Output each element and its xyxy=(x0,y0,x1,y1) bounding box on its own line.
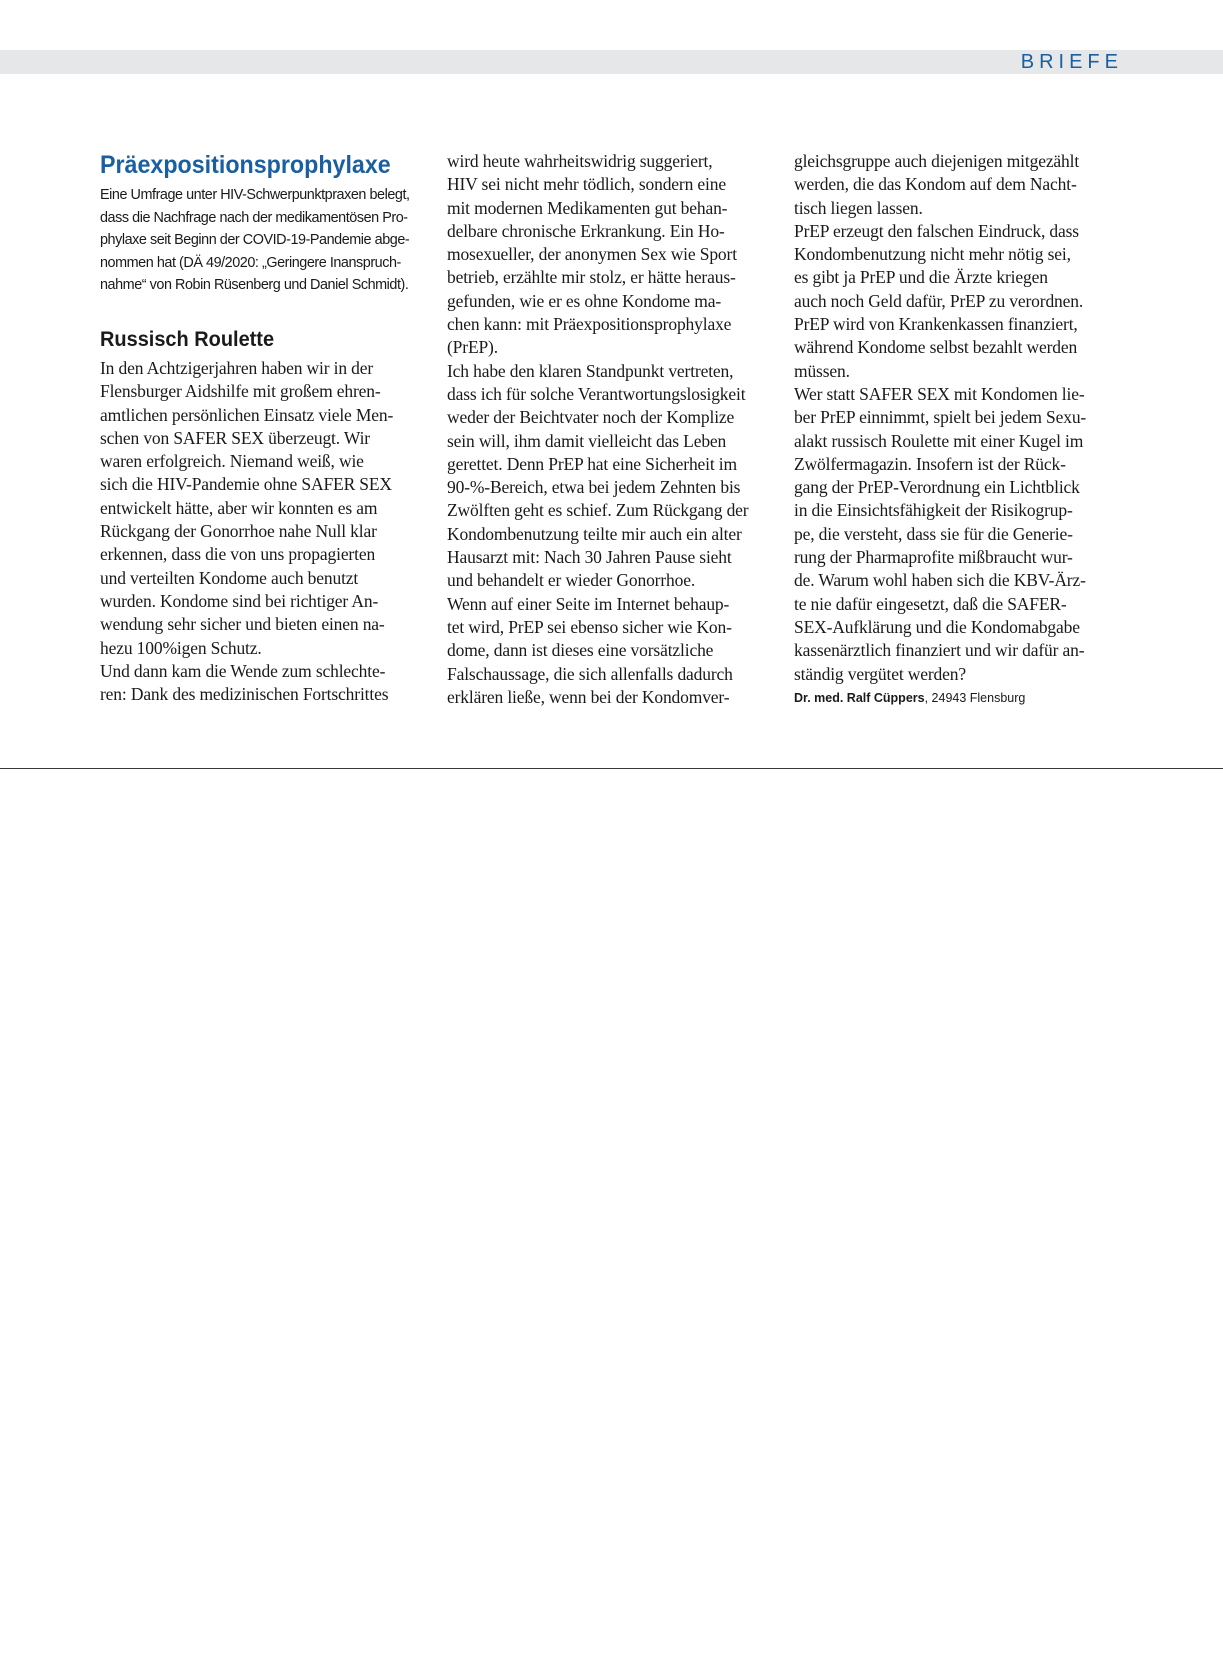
text-line: chen kann: mit Präexpositionsprophylaxe xyxy=(447,314,732,335)
text-line: es gibt ja PrEP und die Ärzte kriegen xyxy=(794,267,1048,288)
text-line: Flensburger Aidshilfe mit großem ehren- xyxy=(100,381,381,402)
text-line: tisch liegen lassen. xyxy=(794,197,923,218)
text-line: dass die Nachfrage nach der medikamentösen Pro- xyxy=(100,209,408,226)
bottom-divider xyxy=(0,768,1223,769)
text-line: entwickelt hätte, aber wir konnten es am xyxy=(100,497,378,518)
letter-body-column-3 xyxy=(794,150,1124,686)
text-line: wendung sehr sicher und bieten einen na- xyxy=(100,614,385,635)
text-line: nahme“ von Robin Rüsenberg und Daniel Schmidt). xyxy=(100,277,409,294)
text-line: HIV sei nicht mehr tödlich, sondern eine xyxy=(447,174,726,195)
text-line: Rückgang der Gonorrhoe nahe Null klar xyxy=(100,521,377,542)
text-line: werden, die das Kondom auf dem Nacht- xyxy=(794,174,1077,195)
text-line: während Kondome selbst bezahlt werden xyxy=(794,337,1078,358)
text-line: weder der Beichtvater noch der Komplize xyxy=(447,407,735,428)
letter-signature xyxy=(794,688,1124,708)
text-line: te nie dafür eingesetzt, daß die SAFER- xyxy=(794,593,1067,614)
text-line: ren: Dank des medizinischen Fortschrittes xyxy=(100,684,389,705)
text-line: mosexueller, der anonymen Sex wie Sport xyxy=(447,244,737,265)
text-line: erklären ließe, wenn bei der Kondomver- xyxy=(447,686,730,707)
text-line: müssen. xyxy=(794,360,850,381)
text-line: Kondombenutzung teilte mir auch ein alter xyxy=(447,523,742,544)
text-line: Wenn auf einer Seite im Internet behaup- xyxy=(447,593,730,614)
text-line: Hausarzt mit: Nach 30 Jahren Pause sieht xyxy=(447,547,732,568)
text-line: Ich habe den klaren Standpunkt vertreten, xyxy=(447,360,734,381)
text-line: dome, dann ist dieses eine vorsätzliche xyxy=(447,640,714,661)
text-line: kassenärztlich finanziert und wir dafür an- xyxy=(794,640,1085,661)
text-line: wurden. Kondome sind bei richtiger An- xyxy=(100,590,379,611)
text-line: (PrEP). xyxy=(447,337,498,358)
text-line: betrieb, erzählte mir stolz, er hätte heraus- xyxy=(447,267,736,288)
text-line: phylaxe seit Beginn der COVID-19-Pandemie abge- xyxy=(100,232,410,249)
text-line: Und dann kam die Wende zum schlechte- xyxy=(100,660,386,681)
text-line: rung der Pharmaprofite mißbraucht wur- xyxy=(794,547,1073,568)
text-line: und behandelt er wieder Gonorrhoe. xyxy=(447,570,696,591)
text-line: gefunden, wie er es ohne Kondome ma- xyxy=(447,290,722,311)
text-line: Kondombenutzung nicht mehr nötig sei, xyxy=(794,244,1071,265)
text-line: Eine Umfrage unter HIV-Schwerpunktpraxen belegt, xyxy=(100,187,410,203)
text-line: gang der PrEP-Verordnung ein Lichtblick xyxy=(794,477,1080,498)
text-line: Zwölfermagazin. Insofern ist der Rück- xyxy=(794,453,1066,474)
column-2 xyxy=(447,150,777,709)
text-line: sich die HIV-Pandemie ohne SAFER SEX xyxy=(100,474,392,495)
text-line: gerettet. Denn PrEP hat eine Sicherheit im xyxy=(447,453,737,474)
text-line: alakt russisch Roulette mit einer Kugel im xyxy=(794,430,1084,451)
column-3 xyxy=(794,150,1124,708)
text-line: delbare chronische Erkrankung. Ein Ho- xyxy=(447,220,725,241)
text-line: sein will, ihm damit vielleicht das Leben xyxy=(447,430,727,451)
text-line: wird heute wahrheitswidrig suggeriert, xyxy=(447,151,713,171)
text-line: gleichsgruppe auch diejenigen mitgezählt xyxy=(794,151,1080,171)
text-line: 90-%-Bereich, etwa bei jedem Zehnten bis xyxy=(447,477,741,498)
text-line: ständig vergütet werden? xyxy=(794,663,966,684)
text-line: pe, die versteht, dass sie für die Generie- xyxy=(794,523,1073,544)
text-line: In den Achtzigerjahren haben wir in der xyxy=(100,357,374,378)
text-line: SEX-Aufklärung und die Kondomabgabe xyxy=(794,616,1080,637)
text-line: Zwölften geht es schief. Zum Rückgang der xyxy=(447,500,749,521)
section-label: BRIEFE xyxy=(1020,51,1123,73)
text-line: waren erfolgreich. Niemand weiß, wie xyxy=(100,451,364,472)
letter-body-column-2 xyxy=(447,150,777,709)
author-location: , 24943 Flensburg xyxy=(924,690,1026,705)
text-line: mit modernen Medikamenten gut behan- xyxy=(447,197,728,218)
text-line: in die Einsichtsfähigkeit der Risikogrup- xyxy=(794,500,1073,521)
text-line: Falschaussage, die sich allenfalls dadurch xyxy=(447,663,733,684)
text-line: Wer statt SAFER SEX mit Kondomen lie- xyxy=(794,383,1085,404)
text-line: nommen hat (DÄ 49/2020: „Geringere Inanspruch- xyxy=(100,254,401,271)
text-line: hezu 100%igen Schutz. xyxy=(100,637,262,658)
text-line: PrEP erzeugt den falschen Eindruck, dass xyxy=(794,220,1079,241)
text-line: de. Warum wohl haben sich die KBV-Ärz- xyxy=(794,570,1086,591)
article-intro xyxy=(100,184,430,297)
column-1 xyxy=(100,150,430,706)
text-line: und verteilten Kondome auch benutzt xyxy=(100,567,359,588)
text-line: auch noch Geld dafür, PrEP zu verordnen. xyxy=(794,290,1084,311)
text-line: tet wird, PrEP sei ebenso sicher wie Kon- xyxy=(447,616,732,637)
text-line: PrEP wird von Krankenkassen finanziert, xyxy=(794,314,1078,335)
text-line: dass ich für solche Verantwortungslosigkeit xyxy=(447,383,746,404)
text-line: ber PrEP einnimmt, spielt bei jedem Sexu- xyxy=(794,407,1087,428)
article-headline: Präexpositionsprophylaxe xyxy=(100,151,391,179)
letter-title: Russisch Roulette xyxy=(100,327,275,351)
text-line: schen von SAFER SEX überzeugt. Wir xyxy=(100,427,370,448)
text-line: amtlichen persönlichen Einsatz viele Men- xyxy=(100,404,394,425)
author-name: Dr. med. Ralf Cüppers xyxy=(794,690,925,705)
text-line: erkennen, dass die von uns propagierten xyxy=(100,544,376,565)
letter-body-column-1 xyxy=(100,357,430,706)
